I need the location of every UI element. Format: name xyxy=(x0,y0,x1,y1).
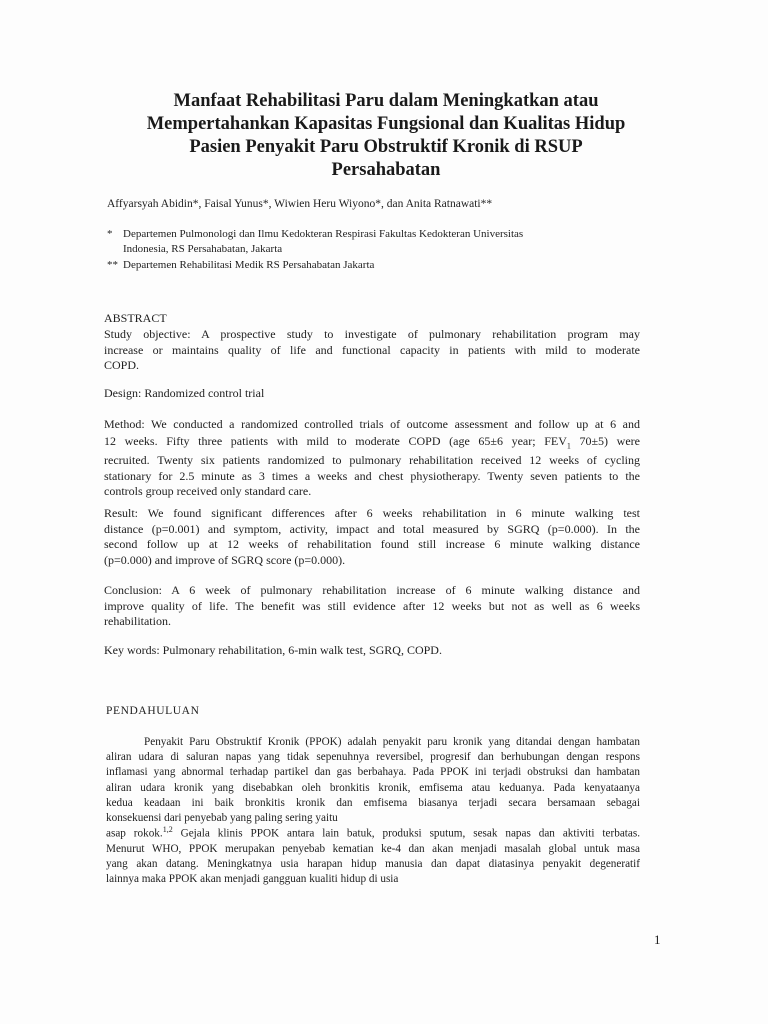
author-list: Affyarsyah Abidin*, Faisal Yunus*, Wiwien Heru Wiyono*, dan Anita Ratnawati** xyxy=(107,198,493,210)
abstract-line: distance (p=0.001) and symptom, activity, impact and total measured by SGRQ (p=0.000). In the xyxy=(104,521,640,536)
intro-paragraph-1 xyxy=(106,735,640,826)
abstract-heading: ABSTRACT xyxy=(104,311,167,325)
affiliation-text: Departemen Pulmonologi dan Ilmu Kedokteran Respirasi Fakultas Kedokteran Universitas xyxy=(123,228,524,240)
method-text: 70±5) were xyxy=(570,433,640,448)
abstract-line: (p=0.000) and improve of SGRQ score (p=0.000). xyxy=(104,552,346,567)
affiliation-2 xyxy=(107,258,374,273)
abstract-line: controls group received only standard care. xyxy=(104,484,312,499)
affiliation-text: Indonesia, RS Persahabatan, Jakarta xyxy=(123,243,283,255)
body-line: yang akan datang. Meningkatnya usia harapan hidup manusia dan dapat diatasinya penyakit degeneratif xyxy=(106,858,640,871)
title-line: Pasien Penyakit Paru Obstruktif Kronik di RSUP xyxy=(189,137,583,157)
abstract-line: Study objective: A prospective study to investigate of pulmonary rehabilitation program may xyxy=(104,327,640,341)
affiliation-1 xyxy=(107,227,523,257)
affiliation-mark: ** xyxy=(107,259,118,271)
title-line: Manfaat Rehabilitasi Paru dalam Meningkatkan atau xyxy=(173,91,599,111)
abstract-line: Method: We conducted a randomized controlled trials of outcome assessment and follow up at 6 and xyxy=(104,417,640,431)
abstract-result xyxy=(104,506,640,568)
body-line: inflamasi yang abnormal terhadap partikel dan gas berbahaya. Pada PPOK ini terjadi obstruksi dan hambatan xyxy=(106,766,640,779)
abstract-line: second follow up at 12 weeks of rehabilitation found still increase 6 minute walking distance xyxy=(104,537,640,551)
body-line: lainnya maka PPOK akan menjadi gangguan kualiti hidup di usia xyxy=(106,873,399,886)
page-number: 1 xyxy=(654,932,661,947)
body-line: konsekuensi dari penyebab yang paling sering yaitu xyxy=(106,812,338,825)
body-line: kedua keadaan ini baik bronkitis kronik dan emfisema biasanya terjadi secara bersamaan sebagai xyxy=(106,796,640,809)
body-line: Penyakit Paru Obstruktif Kronik (PPOK) adalah penyakit paru kronik yang ditandai dengan hambatan xyxy=(144,736,640,748)
method-text: 12 weeks. Fifty three patients with mild to moderate COPD (age 65±6 year; FEV xyxy=(104,433,567,448)
abstract-conclusion xyxy=(104,583,640,630)
abstract-line: Result: We found significant differences after 6 weeks rehabilitation in 6 minute walking test xyxy=(104,506,640,520)
abstract-design: Design: Randomized control trial xyxy=(104,386,265,400)
body-text: asap rokok. xyxy=(106,827,163,840)
abstract-line: stationary for 2.5 minute as 3 times a weeks and chest physiotherapy. Twenty seven patients to the xyxy=(104,468,640,483)
abstract-line: rehabilitation. xyxy=(104,614,171,628)
title-line: Mempertahankan Kapasitas Fungsional dan Kualitas Hidup xyxy=(146,114,626,134)
body-text: Gejala klinis PPOK antara lain batuk, produksi sputum, sesak napas dan aktiviti terbatas. xyxy=(172,827,641,840)
body-line: Menurut WHO, PPOK merupakan penyebab kematian ke-4 dan akan menjadi masalah global untuk masa xyxy=(106,842,640,855)
affiliation-text: Departemen Rehabilitasi Medik RS Persahabatan Jakarta xyxy=(123,259,375,271)
abstract-keywords: Key words: Pulmonary rehabilitation, 6-min walk test, SGRQ, COPD. xyxy=(104,643,442,657)
title-line: Persahabatan xyxy=(331,160,441,180)
citation-superscript: 1,2 xyxy=(162,825,173,834)
body-line xyxy=(106,822,640,842)
body-line: aliran udara di saluran napas yang tidak sepenuhnya reversibel, progresif dan berhubungan dengan respons xyxy=(106,751,640,764)
abstract-line: improve quality of life. The benefit was still evidence after 12 weeks but not as well as 6 weeks xyxy=(104,598,640,613)
abstract-objective xyxy=(104,327,640,374)
abstract-line: COPD. xyxy=(104,358,140,372)
body-line: aliran udara kronik yang disebabkan oleh bronkitis kronik, emfisema atau keduanya. Pada kenyataanya xyxy=(106,781,640,794)
section-heading: PENDAHULUAN xyxy=(106,705,200,717)
abstract-line xyxy=(104,434,640,454)
abstract-line: increase or maintains quality of life and functional capacity in patients with mild to moderate xyxy=(104,342,640,357)
abstract-method xyxy=(104,417,640,500)
subscript: 1 xyxy=(566,440,571,450)
paper-title xyxy=(100,90,672,182)
intro-paragraph-2 xyxy=(106,822,640,888)
affiliation-mark: * xyxy=(107,228,113,240)
abstract-line: Conclusion: A 6 week of pulmonary rehabilitation increase of 6 minute walking distance and xyxy=(104,583,640,597)
abstract-line: recruited. Twenty six patients randomized to pulmonary rehabilitation received 12 weeks of cycling xyxy=(104,453,640,468)
